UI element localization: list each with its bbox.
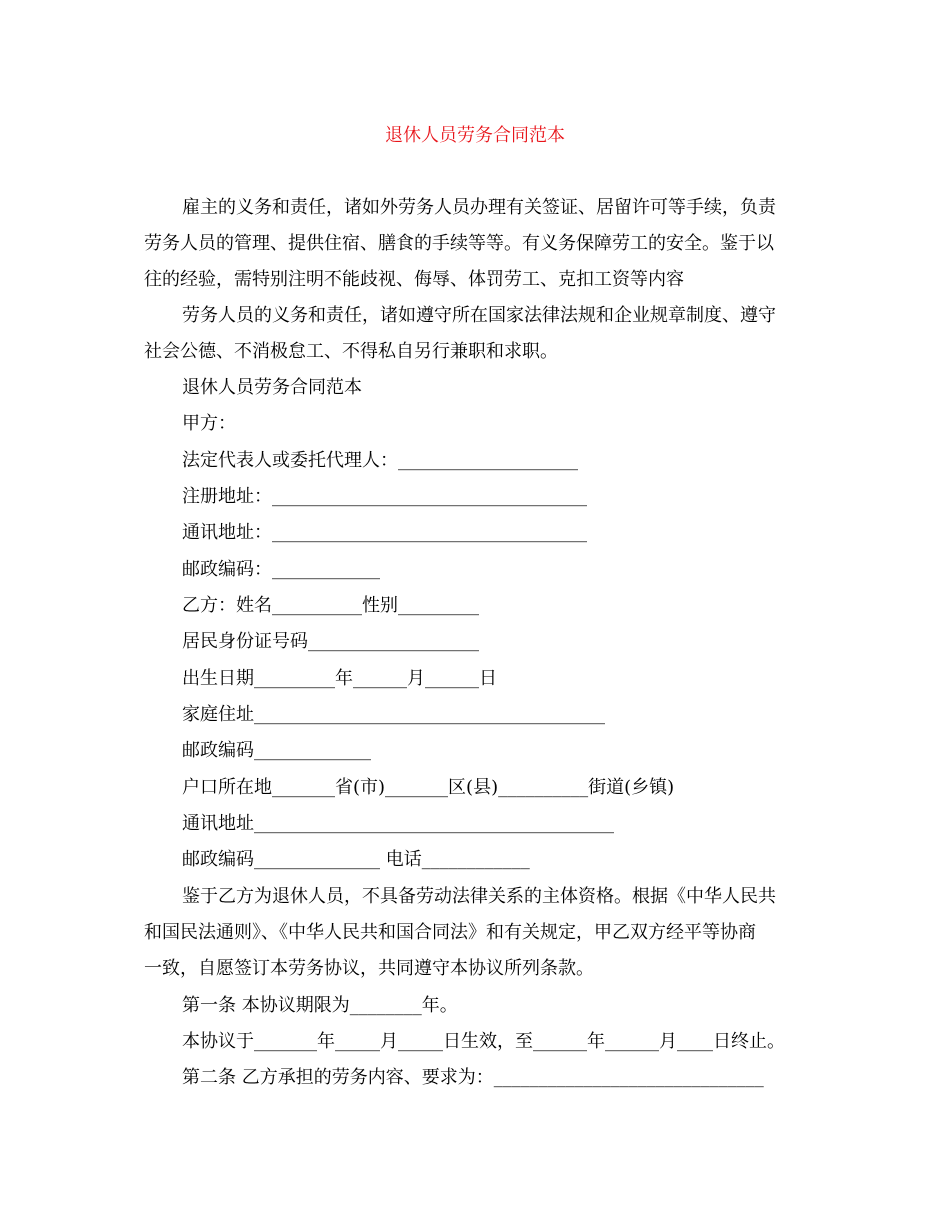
- document-title: 退休人员劳务合同范本: [385, 125, 565, 146]
- party-a-label: 甲方：: [182, 413, 236, 434]
- paragraph-line: 鉴于乙方为退休人员，不具备劳动法律关系的主体资格。根据《中华人民共: [182, 886, 776, 907]
- form-field-line: 居民身份证号码___________________: [182, 631, 479, 652]
- paragraph-line: 劳务人员的管理、提供住宿、膳食的手续等等。有义务保障劳工的安全。鉴于以: [144, 233, 774, 254]
- form-field-line: 通讯地址________________________________________: [182, 813, 614, 834]
- form-field-line: 邮政编码______________ 电话____________: [182, 849, 530, 870]
- form-field-line: 乙方：姓名__________性别_________: [182, 595, 479, 616]
- paragraph-line: 社会公德、不消极怠工、不得私自另行兼职和求职。: [144, 341, 558, 362]
- paragraph-line: 和国民法通则》、《中华人民共和国合同法》和有关规定，甲乙双方经平等协商: [144, 922, 756, 943]
- section-heading: 退休人员劳务合同范本: [182, 377, 362, 398]
- paragraph-line: 雇主的义务和责任，诸如外劳务人员办理有关签证、居留许可等手续，负责: [182, 197, 776, 218]
- paragraph-line: 劳务人员的义务和责任，诸如遵守所在国家法律法规和企业规章制度、遵守: [182, 305, 776, 326]
- article-two: 第二条 乙方承担的劳务内容、要求为：______________________________: [182, 1067, 764, 1088]
- form-field-line: 家庭住址_______________________________________: [182, 704, 605, 725]
- form-field-line: 邮政编码：____________: [182, 559, 380, 580]
- form-field-line: 出生日期_________年______月______日: [182, 668, 497, 689]
- paragraph-line: 往的经验，需特别注明不能歧视、侮辱、体罚劳工、克扣工资等内容: [144, 269, 684, 290]
- article-one: 第一条 本协议期限为________年。: [182, 995, 458, 1016]
- form-field-line: 户口所在地_______省(市)_______区(县)__________街道(乡镇): [182, 777, 675, 798]
- form-field-line: 通讯地址：___________________________________: [182, 522, 587, 543]
- effective-period-line: 本协议于_______年_____月_____日生效，至______年______月____日终止。: [182, 1031, 785, 1052]
- paragraph-line: 一致，自愿签订本劳务协议，共同遵守本协议所列条款。: [144, 958, 594, 979]
- form-field-line: 注册地址：___________________________________: [182, 486, 587, 507]
- form-field-line: 邮政编码_____________: [182, 740, 371, 761]
- form-field-line: 法定代表人或委托代理人：____________________: [182, 450, 578, 471]
